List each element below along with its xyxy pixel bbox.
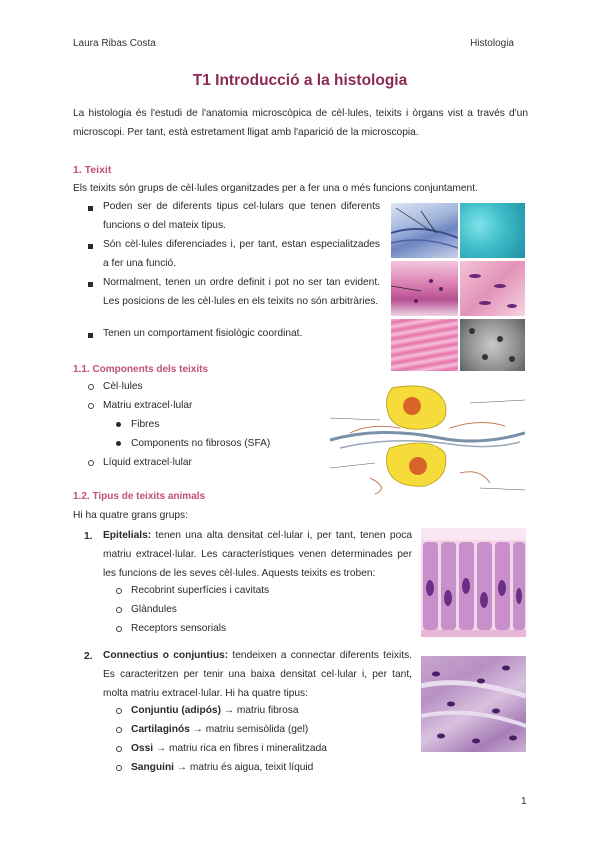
- page-title: T1 Introducció a la histologia: [192, 72, 408, 89]
- list-subitem: Fibres: [131, 419, 160, 430]
- list-subitem: Conjuntiu (adipós) → matriu fibrosa: [131, 705, 299, 716]
- bullet-circle: [116, 588, 122, 594]
- bullet-circle: [116, 708, 122, 714]
- connective-tissue-image: [421, 656, 526, 752]
- list-item: Tenen un comportament fisiològic coordinat.: [103, 328, 303, 339]
- header-subject: Histologia: [470, 38, 514, 49]
- tissue-name: Connectius o conjuntius:: [103, 650, 229, 661]
- cell-matrix-diagram: [330, 378, 525, 498]
- bullet-circle: [88, 460, 94, 466]
- cartilage-micrograph-image: [460, 203, 525, 258]
- bullet-square: [88, 282, 93, 287]
- list-item: Normalment, tenen un ordre definit i pot no ser tan evident. Les posicions de les cèl·lules en els teixits no són arbitràries.: [103, 277, 380, 307]
- connective-micrograph-image: [391, 319, 458, 371]
- bullet-dot: [116, 422, 121, 427]
- list-subitem: Sanguini → matriu és aigua, teixit líquid: [131, 762, 314, 773]
- section-heading-components: 1.1. Components dels teixits: [73, 364, 209, 375]
- section-tipus-intro: Hi ha quatre grans grups:: [73, 510, 188, 521]
- tissue-name: Epitelials:: [103, 530, 152, 541]
- tissue-connectiu-desc: Connectius o conjuntius: tendeixen a connectar diferents teixits. Es caracteritzen per tenir una baixa densitat cel·lular i, per tant, molta matriu extracel·lular. Hi ha quatre tipus:: [103, 650, 413, 699]
- section-teixit-intro: Els teixits són grups de cèl·lules organitzades per a fer una o més funcions conjuntament.: [73, 183, 478, 194]
- list-item: Són cèl·lules diferenciades i, per tant, estan especialitzades a fer una funció.: [103, 239, 380, 269]
- section-heading-teixit: 1. Teixit: [73, 164, 112, 176]
- list-number: 2.: [84, 651, 93, 662]
- muscle-micrograph-image: [460, 261, 525, 316]
- list-item: Poden ser de diferents tipus cel·lulars que tenen diferents funcions o del mateix tipus.: [103, 201, 380, 231]
- page-number: 1: [521, 796, 527, 807]
- list-subitem: Glàndules: [131, 604, 177, 615]
- list-subitem: Recobrint superfícies i cavitats: [131, 585, 270, 596]
- section-heading-tipus: 1.2. Tipus de teixits animals: [73, 491, 206, 502]
- epithelium-micrograph-image: [391, 203, 458, 258]
- list-item: Líquid extracel·lular: [103, 457, 192, 468]
- bullet-circle: [116, 746, 122, 752]
- bullet-circle: [88, 384, 94, 390]
- bullet-square: [88, 333, 93, 338]
- bullet-square: [88, 244, 93, 249]
- bullet-dot: [116, 441, 121, 446]
- epithelial-tissue-image: [421, 528, 526, 637]
- header-author: Laura Ribas Costa: [73, 38, 156, 49]
- list-subitem: Ossi → matriu rica en fibres i mineralitzada: [131, 743, 327, 754]
- tissue-epitelial-desc: Epitelials: tenen una alta densitat cel·lular i, per tant, tenen poca matriu extracel·lular. Les característiques venen determinades per les funcions de les seves cèl·lules. Aquests teixits es troben:: [103, 530, 412, 579]
- nervous-micrograph-image: [460, 319, 525, 371]
- bullet-circle: [116, 765, 122, 771]
- list-number: 1.: [84, 531, 93, 542]
- list-item: Matriu extracel·lular: [103, 400, 193, 411]
- glandular-micrograph-image: [391, 261, 458, 316]
- list-subitem: Components no fibrosos (SFA): [131, 438, 271, 449]
- bullet-circle: [116, 626, 122, 632]
- bullet-circle: [88, 403, 94, 409]
- bullet-circle: [116, 607, 122, 613]
- list-subitem: Receptors sensorials: [131, 623, 227, 634]
- list-item: Cèl·lules: [103, 381, 143, 392]
- bullet-square: [88, 206, 93, 211]
- intro-paragraph: La histologia és l'estudi de l'anatomia microscòpica de cèl·lules, teixits i òrgans vist a través d'un microscopi. Per tant, està estretament lligat amb l'aparició de la microscopia.: [73, 108, 528, 138]
- bullet-circle: [116, 727, 122, 733]
- list-subitem: Cartilaginós → matriu semisòlida (gel): [131, 724, 309, 735]
